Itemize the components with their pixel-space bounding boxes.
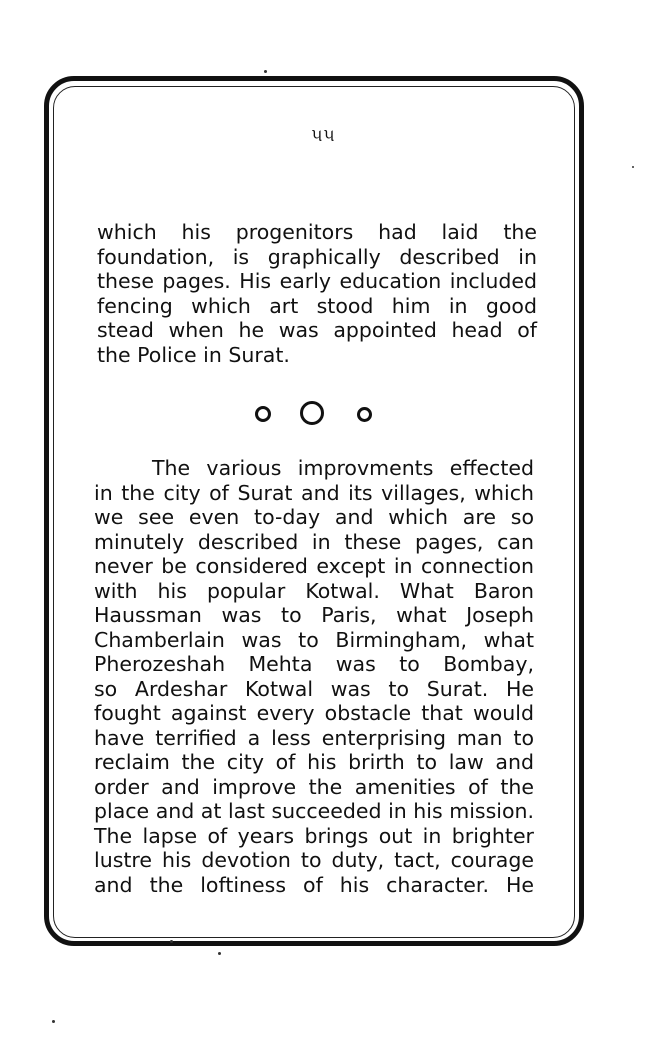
- paper-speck: [170, 940, 173, 943]
- large-ring-icon: [300, 401, 324, 425]
- text-line: minutely described in these pages, can: [94, 529, 534, 554]
- text-line: have terrified a less enterprising man to: [94, 725, 534, 750]
- text-line: stead when he was appointed head of: [97, 318, 537, 342]
- paper-speck: [52, 1020, 55, 1023]
- text-line: never be considered except in connection: [94, 554, 534, 578]
- text-line: we see even to-day and which are so: [94, 505, 534, 529]
- paper-speck: [632, 166, 634, 168]
- page-number: ૫૫: [311, 126, 336, 146]
- text-line: order and improve the amenities of the: [94, 774, 534, 799]
- text-line: the Police in Surat.: [97, 342, 290, 367]
- text-line: so Ardeshar Kotwal was to Surat. He: [94, 676, 534, 701]
- text-line: these pages. His early education included: [97, 269, 537, 293]
- text-line: lustre his devotion to duty, tact, courage: [94, 848, 534, 872]
- text-line: reclaim the city of his brirth to law and: [94, 750, 534, 774]
- text-line: place and at last succeeded in his mission.: [94, 799, 534, 823]
- text-line: fought against every obstacle that would: [94, 701, 534, 725]
- text-line: in the city of Surat and its villages, which: [94, 480, 534, 505]
- small-ring-icon: [357, 407, 372, 422]
- text-line: which his progenitors had laid the: [97, 220, 537, 244]
- text-line: and the loftiness of his character. He: [94, 872, 534, 897]
- text-line: Pherozeshah Mehta was to Bombay,: [94, 652, 534, 676]
- text-line: Haussman was to Paris, what Joseph: [94, 603, 534, 627]
- paper-speck: [218, 952, 221, 955]
- text-line: with his popular Kotwal. What Baron: [94, 578, 534, 603]
- paragraph-2: [94, 456, 534, 897]
- paper-speck: [264, 70, 267, 73]
- text-line: foundation, is graphically described in: [97, 244, 537, 269]
- small-ring-icon: [255, 406, 271, 422]
- paragraph-1: [97, 220, 537, 367]
- text-line: Chamberlain was to Birmingham, what: [94, 627, 534, 652]
- three-rings-divider-icon: [0, 398, 647, 428]
- text-line: The various improvments effected: [152, 456, 534, 480]
- text-line: The lapse of years brings out in brighter: [94, 823, 534, 848]
- text-line: fencing which art stood him in good: [97, 293, 537, 318]
